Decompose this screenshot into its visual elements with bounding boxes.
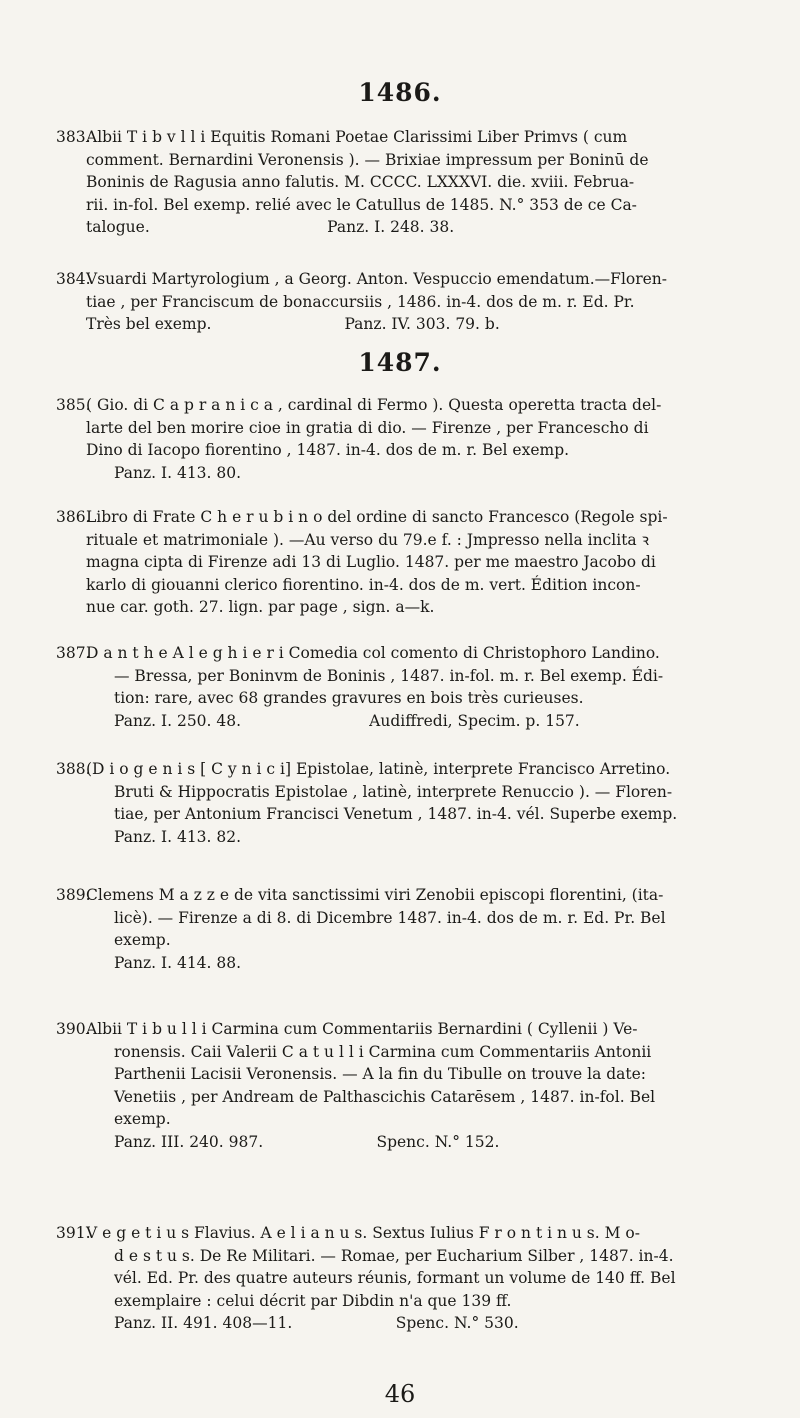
entry-line: vél. Ed. Pr. des quatre auteurs réunis, formant un volume de 140 ff. Bel <box>114 1269 676 1287</box>
entry-line: magna cipta di Firenze adi 13 di Luglio. 1487. per me maestro Jacobo di <box>86 553 656 571</box>
entry-line: D a n t h e A l e g h i e r i Comedia col comento di Christophoro Landino. <box>86 644 660 662</box>
entry-line: ( Gio. di C a p r a n i c a , cardinal di Fermo ). Questa operetta tracta del- <box>86 396 662 414</box>
entry-number: 384. <box>56 270 91 288</box>
entry-line: talogue. Panz. I. 248. 38. <box>86 218 455 236</box>
entry-number: 390. <box>56 1020 91 1038</box>
entry-line: V e g e t i u s Flavius. A e l i a n u s. Sextus Iulius F r o n t i n u s. M o- <box>86 1224 640 1242</box>
catalogue-entry-384 <box>56 268 726 336</box>
entry-line: (D i o g e n i s [ C y n i c i] Epistolae, latinè, interprete Francisco Arretino. <box>86 760 671 778</box>
entry-line: larte del ben morire cioe in gratia di dio. — Firenze , per Francescho di <box>86 418 649 437</box>
entry-line: Venetiis , per Andream de Palthascichis Catarēsem , 1487. in-fol. Bel <box>114 1087 656 1106</box>
entry-line: Albii T i b u l l i Carmina cum Commentariis Bernardini ( Cyllenii ) Ve- <box>86 1020 638 1038</box>
entry-line: comment. Bernardini Veronensis ). — Brixiae impressum per Boninū de <box>86 150 649 169</box>
entry-number: 383. <box>56 128 91 146</box>
entry-number: 388. <box>56 760 91 778</box>
entry-line: Très bel exemp. Panz. IV. 303. 79. b. <box>86 315 500 333</box>
entry-line: licè). — Firenze a di 8. di Dicembre 1487. in-4. dos de m. r. Ed. Pr. Bel <box>114 908 666 927</box>
entry-line: Panz. I. 413. 80. <box>114 463 242 482</box>
page-number: 46 <box>384 1380 416 1408</box>
entry-number: 385. <box>56 396 91 414</box>
entry-line: d e s t u s. De Re Militari. — Romae, per Eucharium Silber , 1487. in-4. <box>114 1246 674 1265</box>
entry-line: exemp. <box>114 931 171 949</box>
catalogue-entry-385 <box>56 394 726 484</box>
entry-line: Bruti & Hippocratis Epistolae , latinè, interprete Renuccio ). — Floren- <box>114 782 673 801</box>
entry-line: Dino di Iacopo fiorentino , 1487. in-4. dos de m. r. Bel exemp. <box>86 441 570 459</box>
catalogue-entry-389 <box>56 884 726 974</box>
catalogue-entry-387 <box>56 642 726 732</box>
entry-number: 387. <box>56 644 91 662</box>
entry-line: nue car. goth. 27. lign. par page , sign. a—k. <box>86 598 435 616</box>
entry-number: 389. <box>56 886 91 904</box>
entry-line: Panz. III. 240. 987. Spenc. N.° 152. <box>114 1132 500 1151</box>
entry-line: — Bressa, per Boninvm de Boninis , 1487. in-fol. m. r. Bel exemp. Édi- <box>114 666 664 685</box>
entry-line: rii. in-fol. Bel exemp. relié avec le Catullus de 1485. N.° 353 de ce Ca- <box>86 195 637 214</box>
entry-line: Panz. I. 414. 88. <box>114 953 242 972</box>
year-heading-1487: 1487. <box>358 348 442 377</box>
catalogue-entry-391 <box>56 1222 726 1335</box>
entry-line: Panz. I. 413. 82. <box>114 827 242 846</box>
entry-line: tion: rare, avec 68 grandes gravures en bois très curieuses. <box>114 689 584 707</box>
entry-line: ronensis. Caii Valerii C a t u l l i Carmina cum Commentariis Antonii <box>114 1042 652 1061</box>
entry-line: Libro di Frate C h e r u b i n o del ordine di sancto Francesco (Regole spi- <box>86 508 668 526</box>
entry-line: exemplaire : celui décrit par Dibdin n'a que 139 ff. <box>114 1291 512 1310</box>
catalogue-entry-390 <box>56 1018 726 1153</box>
entry-number: 391. <box>56 1224 91 1242</box>
entry-number: 386. <box>56 508 91 526</box>
entry-line: Vsuardi Martyrologium , a Georg. Anton. Vespuccio emendatum.—Floren- <box>86 270 668 288</box>
entry-line: tiae, per Antonium Francisci Venetum , 1487. in-4. vél. Superbe exemp. <box>114 805 678 823</box>
catalogue-entry-383 <box>56 126 726 239</box>
entry-line: tiae , per Franciscum de bonaccursiis , 1486. in-4. dos de m. r. Ed. Pr. <box>86 292 635 311</box>
entry-line: rituale et matrimoniale ). —Au verso du 79.e f. : Jmpresso nella inclita ꝛ <box>86 530 649 549</box>
entry-line: Parthenii Lacisii Veronensis. — A la fin du Tibulle on trouve la date: <box>114 1065 647 1083</box>
entry-line: exemp. <box>114 1110 171 1128</box>
entry-line: Panz. I. 250. 48. Audiffredi, Specim. p. 157. <box>114 711 580 730</box>
entry-line: Albii T i b v l l i Equitis Romani Poetae Clarissimi Liber Primvs ( cum <box>86 128 628 146</box>
entry-line: Panz. II. 491. 408—11. Spenc. N.° 530. <box>114 1314 519 1332</box>
catalogue-entry-388 <box>56 758 726 848</box>
year-heading-1486: 1486. <box>358 78 442 107</box>
entry-line: Clemens M a z z e de vita sanctissimi viri Zenobii episcopi florentini, (ita- <box>86 886 664 904</box>
catalogue-entry-386 <box>56 506 726 619</box>
entry-line: Boninis de Ragusia anno falutis. M. CCCC. LXXXVI. die. xviii. Februa- <box>86 173 635 191</box>
entry-line: karlo di giouanni clerico fiorentino. in-4. dos de m. vert. Édition incon- <box>86 575 641 594</box>
